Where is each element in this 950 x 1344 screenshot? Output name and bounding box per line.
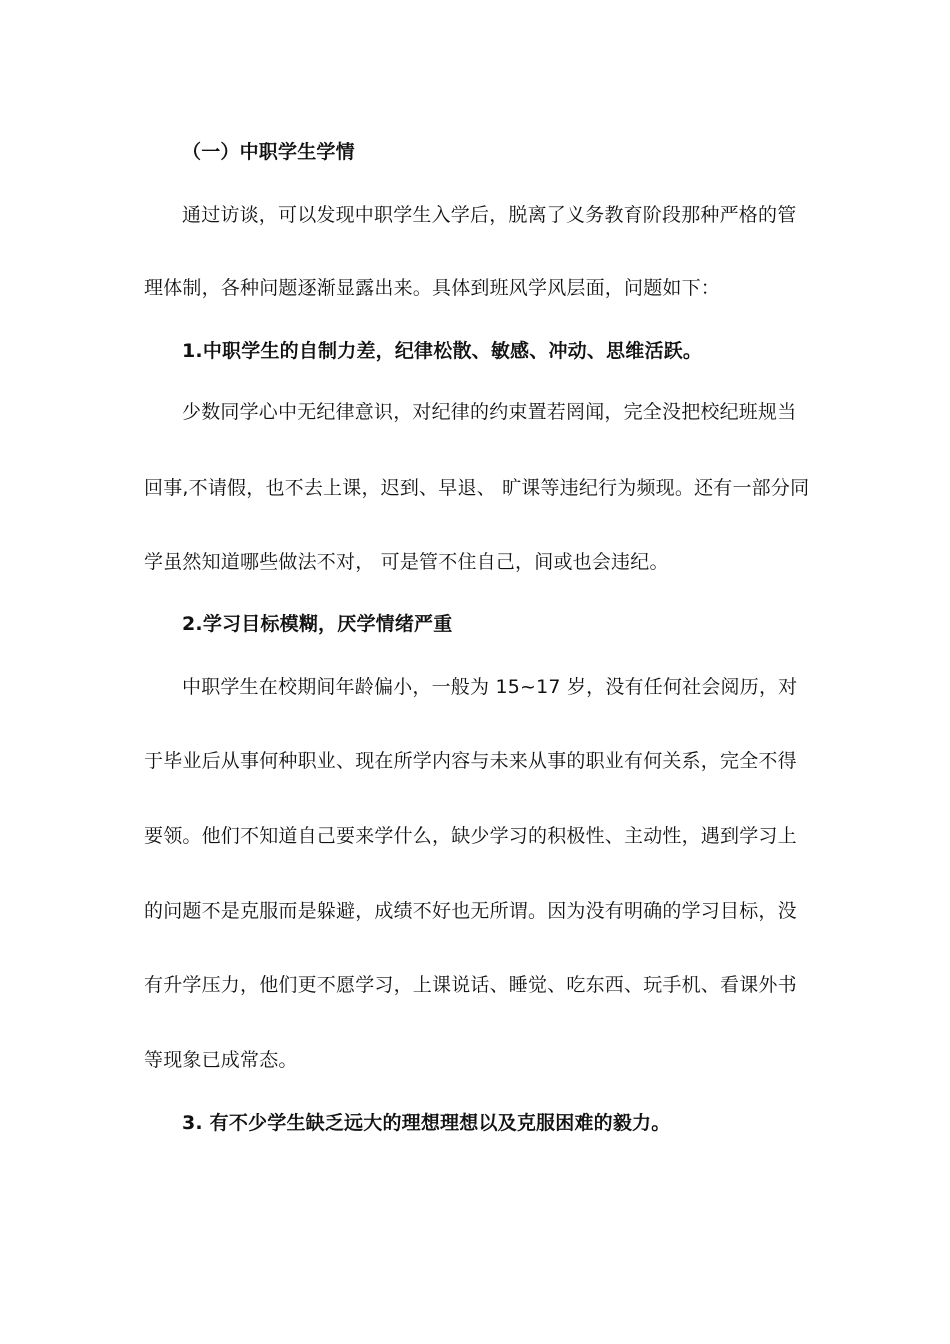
paragraph-line: 学虽然知道哪些做法不对， 可是管不住自己，间或也会违纪。 [144,551,669,573]
subheading-1: 1.中职学生的自制力差，纪律松散、敏感、冲动、思维活跃。 [182,340,703,362]
paragraph-line: 回事,不请假，也不去上课，迟到、早退、 旷课等违纪行为频现。还有一部分同 [144,477,810,499]
paragraph-line: 的问题不是克服而是躲避，成绩不好也无所谓。因为没有明确的学习目标，没 [144,900,797,922]
paragraph-line: 有升学压力，他们更不愿学习，上课说话、睡觉、吃东西、玩手机、看课外书 [144,974,797,996]
paragraph-line: 等现象已成常态。 [144,1049,298,1071]
paragraph-line: 通过访谈，可以发现中职学生入学后，脱离了义务教育阶段那种严格的管 [182,204,797,226]
paragraph-line: 要领。他们不知道自己要来学什么，缺少学习的积极性、主动性，遇到学习上 [144,825,797,847]
paragraph-line: 少数同学心中无纪律意识，对纪律的约束置若罔闻，完全没把校纪班规当 [182,401,797,423]
section-heading: （一）中职学生学情 [182,141,355,163]
paragraph-line: 中职学生在校期间年龄偏小，一般为 15~17 岁，没有任何社会阅历，对 [182,676,798,698]
subheading-2: 2.学习目标模糊，厌学情绪严重 [182,613,453,635]
subheading-3: 3. 有不少学生缺乏远大的理想理想以及克服困难的毅力。 [182,1112,671,1134]
paragraph-line: 于毕业后从事何种职业、现在所学内容与未来从事的职业有何关系，完全不得 [144,750,797,772]
paragraph-line: 理体制，各种问题逐渐显露出来。具体到班风学风层面，问题如下： [144,277,721,299]
